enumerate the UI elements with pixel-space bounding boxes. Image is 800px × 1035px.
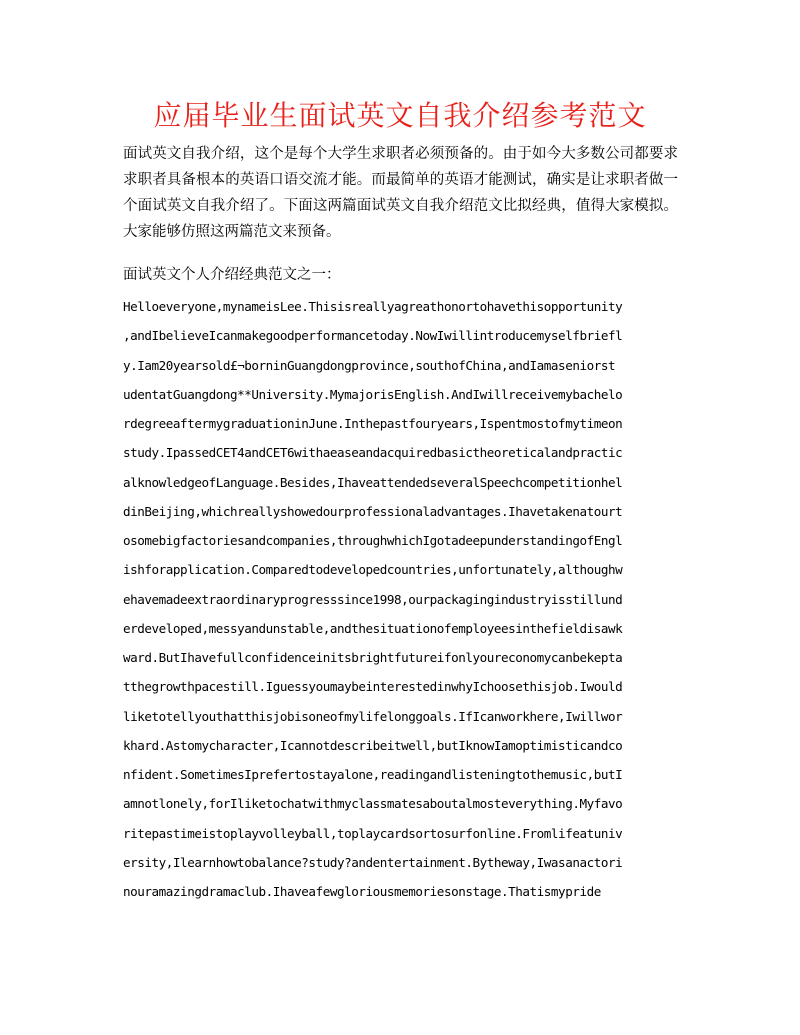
body-line: ersity,Ilearnhowtobalance?study?andentertainment.Bytheway,Iwasanactori bbox=[123, 854, 623, 870]
body-line: rdegreeaftermygraduationinJune.Inthepastfouryears,Ispentmostofmytimeon bbox=[123, 416, 623, 431]
body-line: nfident.SometimesIprefertostayalone,readingandlisteningtothemusic,butI bbox=[123, 767, 623, 782]
body-line: ritepastimeistoplayvolleyball,toplaycardsortosurfonline.Fromlifeatuniv bbox=[123, 825, 623, 841]
body-line: nouramazingdramaclub.Ihaveafewgloriousmemoriesonstage.Thatismypride bbox=[123, 884, 601, 899]
document-title: 应届毕业生面试英文自我介绍参考范文 bbox=[153, 99, 647, 132]
body-line: y.Iam20yearsold£¬borninGuangdongprovince,southofChina,andIamaseniorst bbox=[123, 357, 616, 373]
body-line: dinBeijing,whichreallyshowedourprofessionaladvantages.Ihavetakenatourt bbox=[123, 503, 623, 519]
section-subheading: 面试英文个人介绍经典范文之一： bbox=[123, 267, 341, 283]
body-line: study.IpassedCET4andCET6withaeaseandacquiredbasictheoreticalandpractic bbox=[123, 445, 623, 461]
english-body-text bbox=[123, 292, 683, 906]
body-line: erdeveloped,messyandunstable,andthesituationofemployeesinthefieldisawk bbox=[123, 620, 623, 636]
body-line: alknowledgeofLanguage.Besides,IhaveattendedseveralSpeechcompetitionhel bbox=[123, 474, 623, 490]
body-line: liketotellyouthatthisjobisoneofmylifelonggoals.IfIcanworkhere,Iwillwor bbox=[123, 708, 623, 724]
body-line: ward.ButIhavefullconfidenceinitsbrightfutureifonlyoureconomycanbekepta bbox=[123, 650, 623, 665]
intro-paragraph: 面试英文自我介绍，这个是每个大学生求职者必须预备的。由于如今大多数公司都要求求职者具备根本的英语口语交流才能。而最简单的英语才能测试，确实是让求职者做一个面试英文自我介绍了。下面这两篇面试英文自我介绍范文比拟经典，值得大家模拟。大家能够仿照这两篇范文来预备。 bbox=[123, 146, 678, 240]
body-line: ehavemadeextraordinaryprogresssince1998,ourpackagingindustryisstillund bbox=[123, 591, 623, 607]
body-line: khard.Astomycharacter,Icannotdescribeitwell,butIknowIamoptimisticandco bbox=[123, 737, 623, 753]
body-line: Helloeveryone,mynameisLee.Thisisreallyagreathonortohavethisopportunity bbox=[123, 299, 623, 314]
body-line: amnotlonely,forIliketochatwithmyclassmatesaboutalmosteverything.Myfavo bbox=[123, 796, 623, 812]
body-line: tthegrowthpacestill.IguessyoumaybeinterestedinwhyIchoosethisjob.Iwould bbox=[123, 679, 623, 695]
body-line: ishforapplication.Comparedtodevelopedcountries,unfortunately,althoughw bbox=[123, 562, 623, 578]
body-line: ,andIbelieveIcanmakegoodperformancetoday.NowIwillintroducemyselfbriefl bbox=[123, 328, 623, 344]
body-line: udentatGuangdong**University.MymajorisEnglish.AndIwillreceivemybachelo bbox=[123, 386, 623, 402]
body-line: osomebigfactoriesandcompanies,throughwhichIgotadeepunderstandingofEngl bbox=[123, 533, 623, 548]
